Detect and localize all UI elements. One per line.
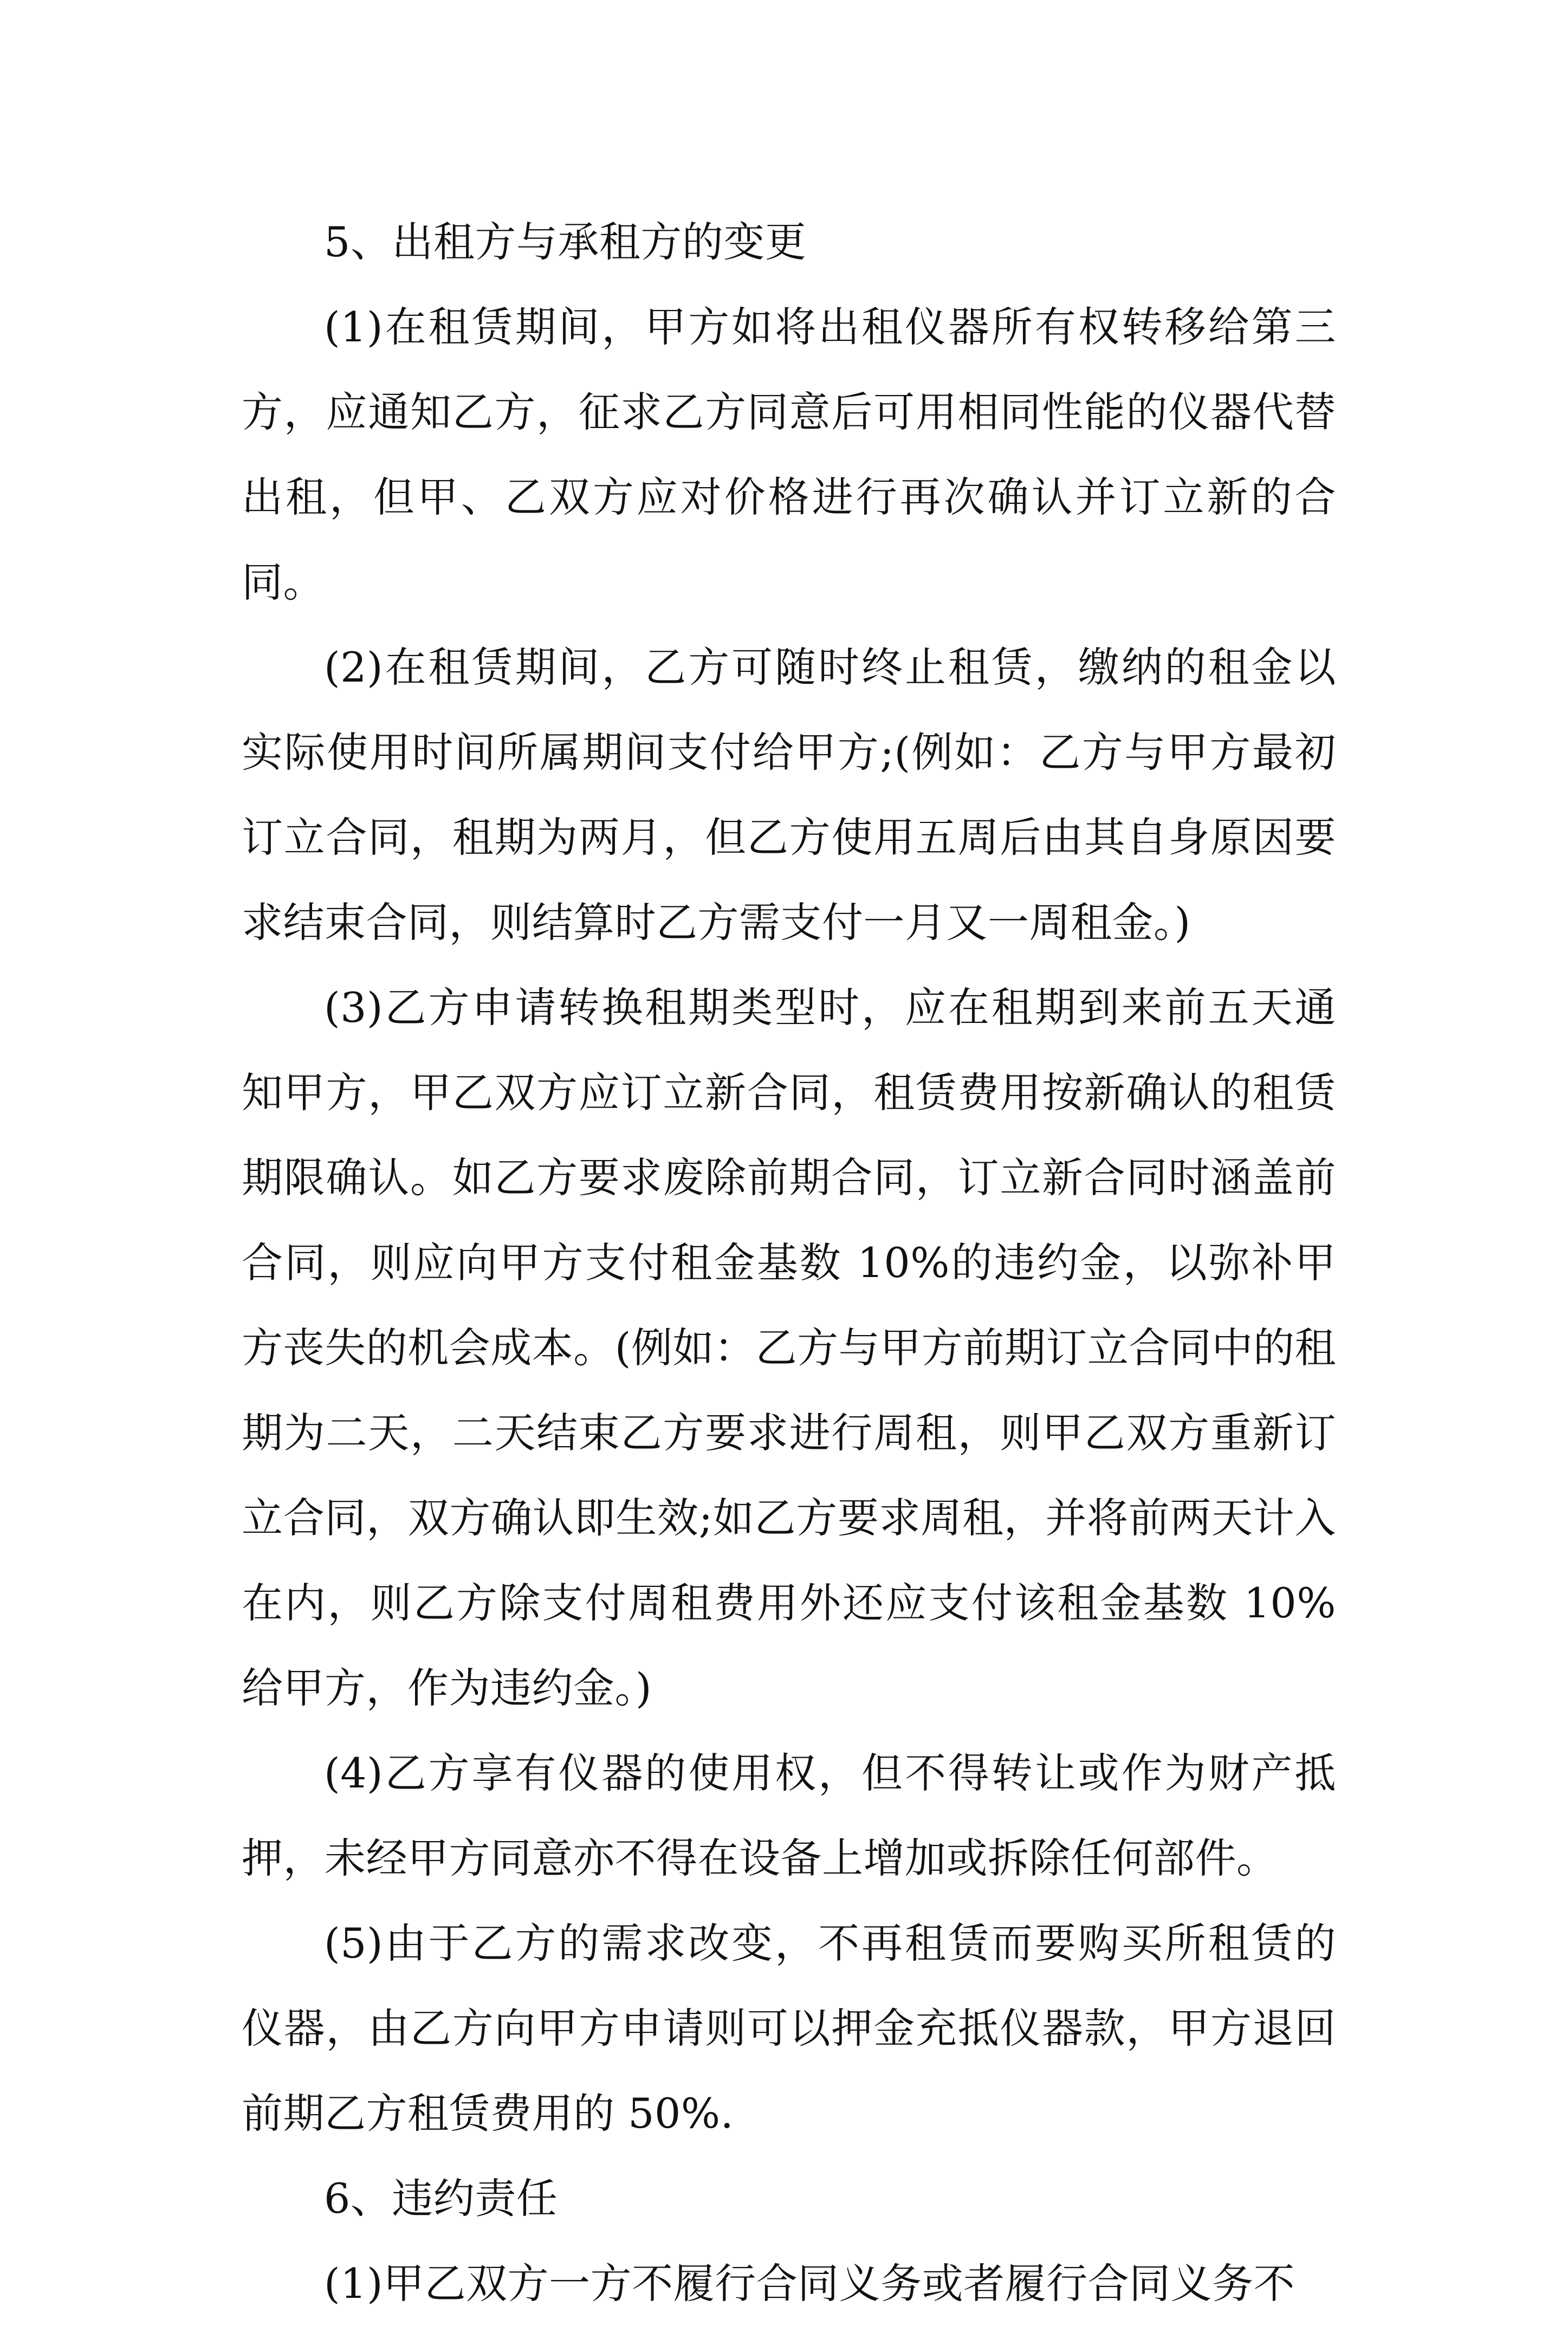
clause-5-5: (5)由于乙方的需求改变，不再租赁而要购买所租赁的仪器，由乙方向甲方申请则可以押金充抵仪器款，甲方退回前期乙方租赁费用的 50%. [242,1919,1336,2137]
clause-5-3: (3)乙方申请转换租期类型时，应在租期到来前五天通知甲方，甲乙双方应订立新合同，租赁费用按新确认的租赁期限确认。如乙方要求废除前期合同，订立新合同时涵盖前合同，则应向甲方支付租金基数 10%的违约金，以弥补甲方丧失的机会成本。(例如：乙方与甲方前期订立合同中的租期为二天，二天结束乙方要求进行周租，则甲乙双方重新订立合同，双方确认即生效;如乙方要求周租，并将前两天计入在内，则乙方除支付周租费用外还应支付该租金基数 10%给甲方，作为违约金。) [242,983,1336,1712]
clause-5-4: (4)乙方享有仪器的使用权，但不得转让或作为财产抵押，未经甲方同意亦不得在设备上增加或拆除任何部件。 [242,1749,1336,1882]
document-body [242,199,1336,2326]
clause-5-2: (2)在租赁期间，乙方可随时终止租赁，缴纳的租金以实际使用时间所属期间支付给甲方;(例如：乙方与甲方最初订立合同，租期为两月，但乙方使用五周后由其自身原因要求结束合同，则结算时乙方需支付一月又一周租金。) [242,643,1336,947]
section-heading-6: 6、违约责任 [324,2174,558,2223]
clause-6-1: (1)甲乙双方一方不履行合同义务或者履行合同义务不 [324,2259,1295,2308]
clause-5-1: (1)在租赁期间，甲方如将出租仪器所有权转移给第三方，应通知乙方，征求乙方同意后可用相同性能的仪器代替出租，但甲、乙双方应对价格进行再次确认并订立新的合同。 [242,303,1336,606]
section-heading-5: 5、出租方与承租方的变更 [324,218,807,266]
